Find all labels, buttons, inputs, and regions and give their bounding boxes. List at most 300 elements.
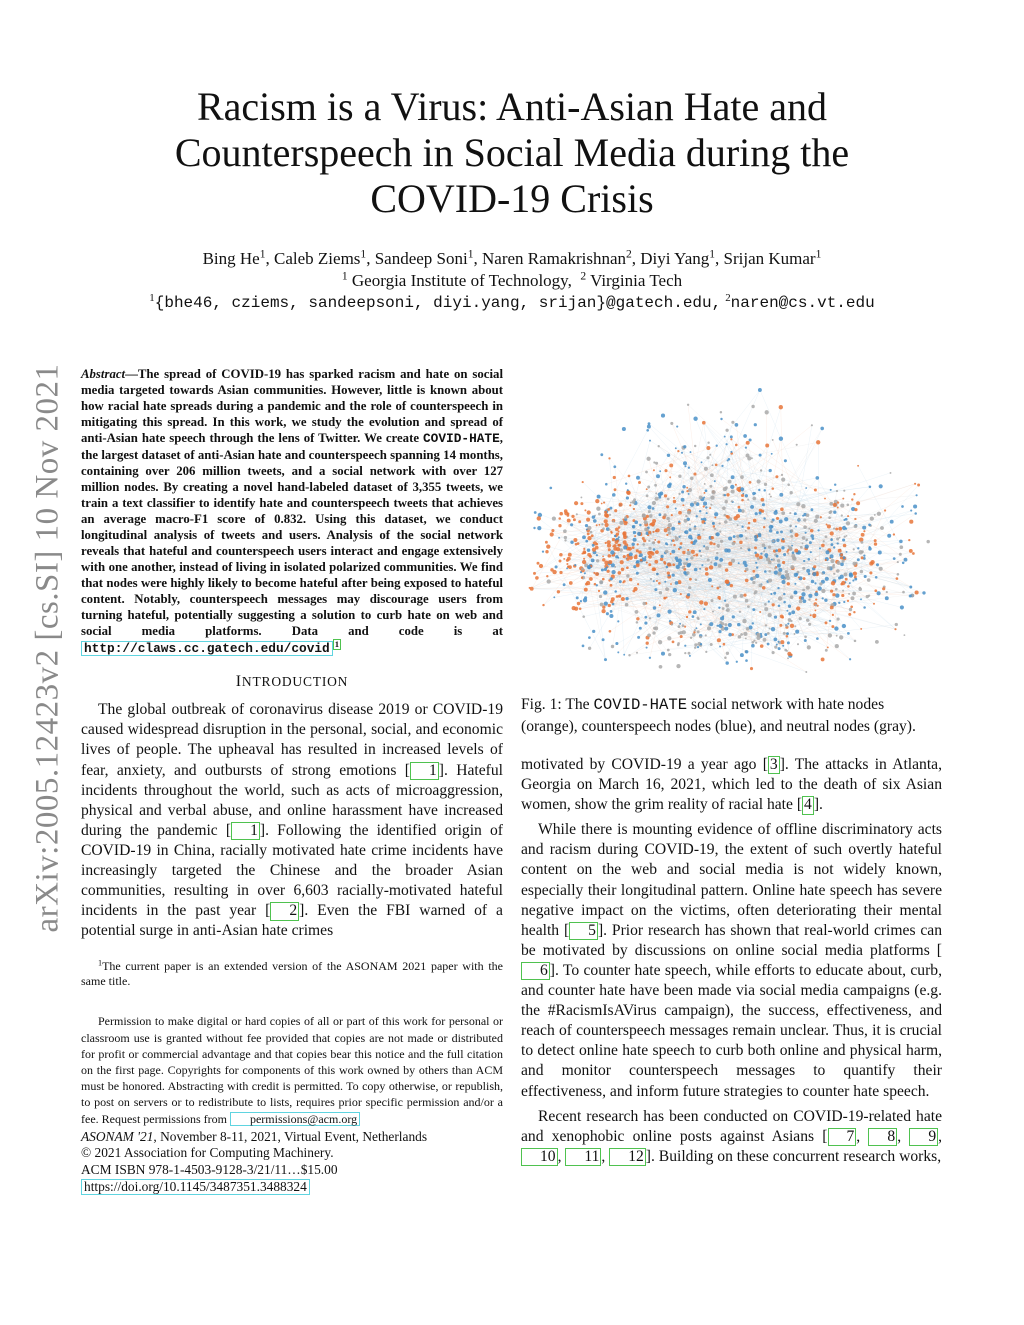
network-node bbox=[745, 537, 747, 539]
network-node bbox=[803, 560, 805, 562]
network-node bbox=[642, 537, 645, 540]
network-node bbox=[623, 555, 626, 558]
network-node bbox=[668, 610, 672, 614]
network-node bbox=[896, 577, 899, 580]
permission-notice bbox=[81, 1013, 503, 1126]
citation-link[interactable]: 10 bbox=[521, 1148, 558, 1166]
network-node bbox=[581, 568, 584, 571]
network-node bbox=[646, 429, 649, 432]
network-node bbox=[686, 571, 690, 575]
network-node bbox=[682, 485, 685, 488]
network-node bbox=[760, 644, 764, 648]
network-node bbox=[897, 561, 899, 563]
affiliation-mark: 1 bbox=[467, 247, 474, 261]
network-node bbox=[622, 518, 624, 520]
network-node bbox=[654, 626, 658, 630]
network-edge bbox=[728, 442, 819, 460]
network-node bbox=[646, 457, 650, 461]
network-node bbox=[566, 563, 568, 565]
network-node bbox=[764, 547, 767, 550]
network-node bbox=[628, 654, 630, 656]
caption-dataset-name: COVID-HATE bbox=[593, 696, 688, 714]
network-node bbox=[652, 541, 655, 544]
network-node bbox=[899, 545, 903, 549]
network-node bbox=[683, 562, 686, 565]
network-node bbox=[608, 604, 611, 607]
network-node bbox=[705, 634, 707, 636]
network-node bbox=[642, 602, 645, 605]
network-node bbox=[686, 490, 688, 492]
network-node bbox=[815, 558, 817, 560]
network-node bbox=[745, 599, 749, 603]
network-node bbox=[574, 501, 578, 505]
network-node bbox=[834, 483, 836, 485]
network-node bbox=[659, 665, 663, 669]
network-node bbox=[787, 484, 790, 487]
network-node bbox=[868, 595, 870, 597]
network-node bbox=[829, 620, 831, 622]
network-node bbox=[775, 549, 778, 552]
em-dash: — bbox=[125, 367, 138, 381]
network-node bbox=[555, 565, 558, 568]
citation-link[interactable]: 8 bbox=[868, 1128, 897, 1146]
network-node bbox=[706, 512, 708, 514]
network-node bbox=[778, 596, 782, 600]
affiliations bbox=[60, 270, 964, 292]
network-node bbox=[605, 514, 609, 518]
data-code-link[interactable]: http://claws.cc.gatech.edu/covid bbox=[81, 641, 333, 656]
network-node bbox=[814, 582, 816, 584]
network-node bbox=[731, 475, 735, 479]
doi-link[interactable]: https://doi.org/10.1145/3487351.3488324 bbox=[81, 1179, 310, 1195]
network-node bbox=[635, 610, 639, 614]
network-node bbox=[636, 564, 640, 568]
network-node bbox=[637, 532, 641, 536]
network-node bbox=[781, 546, 784, 549]
network-node bbox=[853, 548, 855, 550]
network-node bbox=[681, 498, 685, 502]
network-node bbox=[654, 588, 657, 591]
network-node bbox=[768, 570, 771, 573]
network-node bbox=[784, 517, 788, 521]
network-node bbox=[735, 423, 739, 427]
network-node bbox=[777, 587, 779, 589]
network-node bbox=[742, 619, 746, 623]
intro-paragraph: The global outbreak of coronavirus disease 2019 or COVID-19 caused widespread disruption in the personal, social, and economic lives of people. The upheaval has resulted in increased levels of fear, anxiety, and outbursts of strong emotions [ 1 ]. Hateful incidents throughout the world, such as acts of microaggression, physical and verbal abuse, and online harassment have increased during the pandemic [ 1 ]. Following the identified origin of COVID-19 in China, racially motivated hate crime incidents have increasingly targeted the Chinese and the broader Asian communities, resulting in over 6,603 racially-motivated hateful incidents in the past year [ 2 ]. Even the FBI warned of a potential surge in anti-Asian hate crimes bbox=[81, 701, 504, 940]
section-heading-introduction bbox=[81, 672, 503, 692]
network-node bbox=[791, 545, 793, 547]
network-node bbox=[605, 542, 607, 544]
network-node bbox=[608, 560, 612, 564]
affiliation-name: Georgia Institute of Technology, bbox=[351, 271, 572, 290]
network-node bbox=[584, 588, 588, 592]
network-node bbox=[608, 457, 610, 459]
network-node bbox=[711, 536, 714, 539]
network-node bbox=[869, 571, 872, 574]
network-node bbox=[710, 599, 713, 602]
network-node bbox=[751, 405, 754, 408]
network-node bbox=[627, 489, 629, 491]
network-node bbox=[838, 576, 841, 579]
network-node bbox=[739, 541, 743, 545]
network-node bbox=[908, 539, 910, 541]
network-node bbox=[687, 593, 690, 596]
network-node bbox=[827, 566, 831, 570]
network-node bbox=[667, 498, 670, 501]
network-node bbox=[791, 554, 795, 558]
network-node bbox=[704, 483, 706, 485]
network-node bbox=[776, 555, 779, 558]
network-node bbox=[654, 484, 657, 487]
network-node bbox=[774, 615, 777, 618]
citation-link[interactable]: 3 bbox=[769, 756, 778, 773]
network-node bbox=[590, 531, 593, 534]
figure-label: Fig. 1: bbox=[521, 696, 562, 713]
network-node bbox=[783, 632, 786, 635]
citation-link[interactable]: 12 bbox=[609, 1148, 646, 1166]
network-node bbox=[885, 596, 889, 600]
network-node bbox=[867, 578, 871, 582]
affiliation-mark: 2 bbox=[580, 269, 587, 283]
network-node bbox=[666, 517, 670, 521]
network-node bbox=[719, 585, 722, 588]
network-node bbox=[667, 528, 671, 532]
network-node bbox=[863, 606, 866, 609]
network-node bbox=[690, 503, 694, 507]
network-node bbox=[667, 454, 670, 457]
network-node bbox=[672, 563, 675, 566]
network-node bbox=[745, 447, 747, 449]
network-node bbox=[667, 572, 670, 575]
network-node bbox=[890, 472, 892, 474]
network-node bbox=[682, 624, 685, 627]
network-node bbox=[697, 617, 700, 620]
citation-link[interactable]: 4 bbox=[804, 796, 812, 814]
citation-link[interactable]: 5 bbox=[569, 922, 598, 940]
network-node bbox=[821, 544, 825, 548]
network-node bbox=[863, 555, 865, 557]
network-node bbox=[529, 587, 531, 589]
network-node bbox=[632, 546, 635, 549]
network-node bbox=[753, 576, 757, 580]
network-node bbox=[720, 540, 723, 543]
network-node bbox=[726, 443, 728, 445]
network-node bbox=[750, 667, 753, 670]
network-node bbox=[854, 524, 858, 528]
network-node bbox=[534, 511, 537, 514]
network-node bbox=[830, 531, 834, 535]
network-node bbox=[663, 513, 666, 516]
network-node bbox=[778, 549, 782, 553]
citation-link[interactable]: 2 bbox=[270, 902, 299, 920]
network-node bbox=[618, 526, 620, 528]
network-node bbox=[740, 633, 743, 636]
network-node bbox=[830, 538, 833, 541]
network-node bbox=[756, 636, 760, 640]
network-node bbox=[805, 544, 809, 548]
network-node bbox=[605, 523, 609, 527]
network-node bbox=[799, 600, 803, 604]
network-edge bbox=[688, 405, 832, 539]
network-node bbox=[712, 464, 714, 466]
network-node bbox=[623, 535, 627, 539]
network-node bbox=[570, 523, 573, 526]
network-node bbox=[631, 543, 634, 546]
network-node bbox=[646, 642, 649, 645]
network-node bbox=[874, 514, 876, 516]
network-node bbox=[689, 524, 691, 526]
network-node bbox=[904, 558, 908, 562]
network-node bbox=[586, 529, 588, 531]
network-node bbox=[599, 595, 602, 598]
network-node bbox=[790, 491, 793, 494]
network-node bbox=[868, 523, 871, 526]
network-node bbox=[853, 562, 857, 566]
network-node bbox=[837, 501, 839, 503]
network-node bbox=[623, 546, 627, 550]
network-node bbox=[843, 544, 847, 548]
network-node bbox=[828, 516, 831, 519]
network-node bbox=[820, 427, 824, 431]
network-node bbox=[672, 641, 675, 644]
network-node bbox=[716, 552, 719, 555]
network-node bbox=[790, 565, 794, 569]
network-node bbox=[669, 463, 673, 467]
network-node bbox=[857, 465, 859, 467]
citation-link[interactable]: 11 bbox=[565, 1148, 601, 1166]
network-node bbox=[816, 637, 819, 640]
network-node bbox=[604, 601, 608, 605]
network-node bbox=[606, 612, 609, 615]
network-node bbox=[688, 535, 692, 539]
network-node bbox=[764, 603, 767, 606]
network-node bbox=[671, 623, 673, 625]
network-node bbox=[663, 561, 666, 564]
network-node bbox=[687, 551, 691, 555]
network-node bbox=[809, 541, 812, 544]
network-node bbox=[787, 623, 789, 625]
network-node bbox=[783, 601, 786, 604]
network-node bbox=[790, 620, 792, 622]
network-node bbox=[724, 600, 726, 602]
network-node bbox=[736, 514, 740, 518]
network-node bbox=[760, 552, 762, 554]
network-node bbox=[786, 635, 789, 638]
permissions-email-link[interactable]: permissions@acm.org bbox=[230, 1112, 360, 1127]
citation-link[interactable]: 7 bbox=[828, 1128, 857, 1146]
permission-text: Permission to make digital or hard copies of all or part of this work for personal or classroom use is granted without fee provided that copies are not made or distributed for profit or commercial advantage and that copies bear this notice and the full citation on the first page. Copyrights for components of this work owned by others than ACM must be honored. Abstracting with credit is permitted. To copy otherwise, or republish, to post on servers or to redistribute to lists, requires prior specific permission and/or a fee. Request permissions from bbox=[81, 1014, 503, 1126]
network-node bbox=[585, 524, 588, 527]
network-node bbox=[605, 483, 608, 486]
network-node bbox=[607, 543, 611, 547]
network-node bbox=[836, 569, 840, 573]
network-node bbox=[832, 614, 834, 616]
network-node bbox=[763, 489, 765, 491]
network-node bbox=[725, 661, 728, 664]
paragraph-text: , bbox=[897, 1127, 910, 1145]
network-node bbox=[725, 580, 729, 584]
network-node bbox=[774, 645, 777, 648]
abstract-text: , the largest dataset of anti-Asian hate and counterspeech spanning 14 months, containing over 206 million tweets, and a social network with over 127 million nodes. By creating a novel hand-labeled dataset of 3,355 tweets, we train a text classifier to identify hate and counterspeech tweets that achieves an average macro-F1 score of 0.832. Using this dataset, we conduct longitudinal analysis of tweets and users. Analysis of the social network reveals that hateful and counterspeech users interact and engage extensively with one another, instead of living in isolated polarized communities. We find that nodes were highly likely to become hateful after being exposed to hateful content. Notably, counterspeech messages may discourage users from turning hateful, potentially suggesting a solution to curb hate on web and social media platforms. Data and code is at bbox=[81, 431, 503, 638]
network-node bbox=[803, 577, 806, 580]
network-node bbox=[638, 481, 641, 484]
network-node bbox=[870, 516, 874, 520]
network-node bbox=[861, 533, 865, 537]
citation-link[interactable]: 1 bbox=[410, 762, 439, 780]
network-node bbox=[539, 564, 543, 568]
network-node bbox=[626, 574, 629, 577]
network-node bbox=[694, 643, 697, 646]
network-node bbox=[629, 578, 632, 581]
network-node bbox=[613, 465, 616, 468]
network-node bbox=[603, 590, 607, 594]
network-node bbox=[779, 520, 783, 524]
paragraph-text: . Prior research has shown that real-world crimes can be motivated by discussions on online social media platforms bbox=[521, 921, 942, 959]
network-node bbox=[778, 647, 781, 650]
affiliation-mark: 1 bbox=[360, 247, 367, 261]
network-node bbox=[693, 631, 695, 633]
network-node bbox=[700, 555, 702, 557]
network-node bbox=[754, 552, 757, 555]
network-node bbox=[687, 549, 689, 551]
network-node bbox=[800, 546, 803, 549]
caption-text: social network with hate nodes (orange), counterspeech nodes (blue), and neutral nodes (gray). bbox=[521, 696, 916, 735]
network-node bbox=[833, 511, 836, 514]
network-node bbox=[747, 499, 749, 501]
network-node bbox=[805, 487, 807, 489]
network-node bbox=[679, 546, 682, 549]
network-node bbox=[843, 601, 845, 603]
citation-link[interactable]: 9 bbox=[909, 1128, 938, 1146]
network-node bbox=[914, 483, 916, 485]
network-node bbox=[781, 478, 785, 482]
network-node bbox=[870, 560, 874, 564]
network-node bbox=[611, 555, 613, 557]
network-node bbox=[778, 568, 782, 572]
affiliation-mark: 2 bbox=[626, 247, 632, 261]
title-line: Racism is a Virus: Anti-Asian Hate and bbox=[196, 84, 828, 129]
network-node bbox=[821, 657, 825, 661]
network-node bbox=[656, 613, 660, 617]
network-node bbox=[765, 444, 769, 448]
network-node bbox=[747, 456, 751, 460]
network-node bbox=[653, 568, 656, 571]
affiliation-mark: 2 bbox=[725, 292, 731, 305]
network-node bbox=[853, 493, 855, 495]
network-node bbox=[768, 600, 770, 602]
network-node bbox=[688, 528, 691, 531]
network-node bbox=[794, 625, 796, 627]
paragraph-text: While there is mounting evidence of offline discriminatory acts and racism during COVID-19, the extent of such overtly hateful content on the web and social media is not widely known, especially their longitudinal pattern. Online hate speech has severe negative impact on the victims, often deteriorating their mental health bbox=[521, 821, 942, 939]
network-node bbox=[684, 519, 688, 523]
network-node bbox=[779, 405, 783, 409]
network-node bbox=[877, 591, 881, 595]
network-node bbox=[669, 476, 671, 478]
network-node bbox=[644, 520, 648, 524]
network-node bbox=[683, 445, 686, 448]
network-node bbox=[724, 500, 727, 503]
network-node bbox=[611, 570, 615, 574]
network-node bbox=[699, 496, 703, 500]
network-node bbox=[728, 633, 732, 637]
network-node bbox=[724, 656, 727, 659]
network-node bbox=[670, 583, 672, 585]
network-node bbox=[642, 543, 645, 546]
network-node bbox=[860, 598, 862, 600]
network-node bbox=[811, 424, 813, 426]
network-node bbox=[790, 529, 793, 532]
network-node bbox=[707, 558, 710, 561]
network-node bbox=[731, 500, 733, 502]
network-node bbox=[697, 630, 700, 633]
network-node bbox=[786, 650, 788, 652]
network-node bbox=[801, 596, 804, 599]
network-node bbox=[856, 501, 860, 505]
network-node bbox=[849, 608, 852, 611]
network-node bbox=[825, 577, 829, 581]
network-node bbox=[702, 421, 706, 425]
network-node bbox=[587, 549, 590, 552]
network-node bbox=[710, 495, 714, 499]
network-node bbox=[769, 493, 771, 495]
network-figure bbox=[521, 366, 942, 686]
network-node bbox=[831, 581, 835, 585]
network-node bbox=[658, 496, 661, 499]
network-node bbox=[754, 538, 757, 541]
network-node bbox=[796, 606, 800, 610]
citation-link[interactable]: 6 bbox=[521, 962, 550, 980]
network-node bbox=[658, 640, 662, 644]
network-node bbox=[777, 564, 781, 568]
network-node bbox=[661, 414, 665, 418]
network-node bbox=[675, 581, 679, 585]
network-node bbox=[840, 562, 844, 566]
network-node bbox=[718, 630, 721, 633]
network-node bbox=[703, 529, 705, 531]
network-node bbox=[652, 507, 655, 510]
network-node bbox=[826, 550, 830, 554]
network-node bbox=[660, 492, 664, 496]
citation-link[interactable]: 1 bbox=[231, 822, 260, 840]
network-node bbox=[916, 494, 918, 496]
network-node bbox=[685, 515, 687, 517]
network-node bbox=[760, 469, 762, 471]
network-node bbox=[696, 515, 698, 517]
network-node bbox=[776, 539, 779, 542]
network-node bbox=[833, 546, 835, 548]
network-node bbox=[709, 454, 711, 456]
network-node bbox=[644, 622, 647, 625]
network-node bbox=[670, 553, 672, 555]
isbn-line: ACM ISBN 978-1-4503-9128-3/21/11…$15.00 bbox=[81, 1162, 338, 1178]
network-node bbox=[837, 618, 840, 621]
network-node bbox=[769, 469, 772, 472]
network-node bbox=[779, 624, 782, 627]
footnote-link[interactable]: 1 bbox=[334, 639, 340, 649]
network-node bbox=[617, 544, 620, 547]
network-node bbox=[789, 512, 791, 514]
network-node bbox=[811, 580, 815, 584]
network-node bbox=[768, 613, 772, 617]
network-node bbox=[613, 476, 616, 479]
network-node bbox=[610, 600, 613, 603]
network-node bbox=[678, 558, 682, 562]
network-node bbox=[769, 529, 773, 533]
network-node bbox=[644, 616, 647, 619]
footnote-mark: 1 bbox=[98, 958, 103, 968]
network-node bbox=[725, 429, 728, 432]
network-node bbox=[740, 475, 744, 479]
